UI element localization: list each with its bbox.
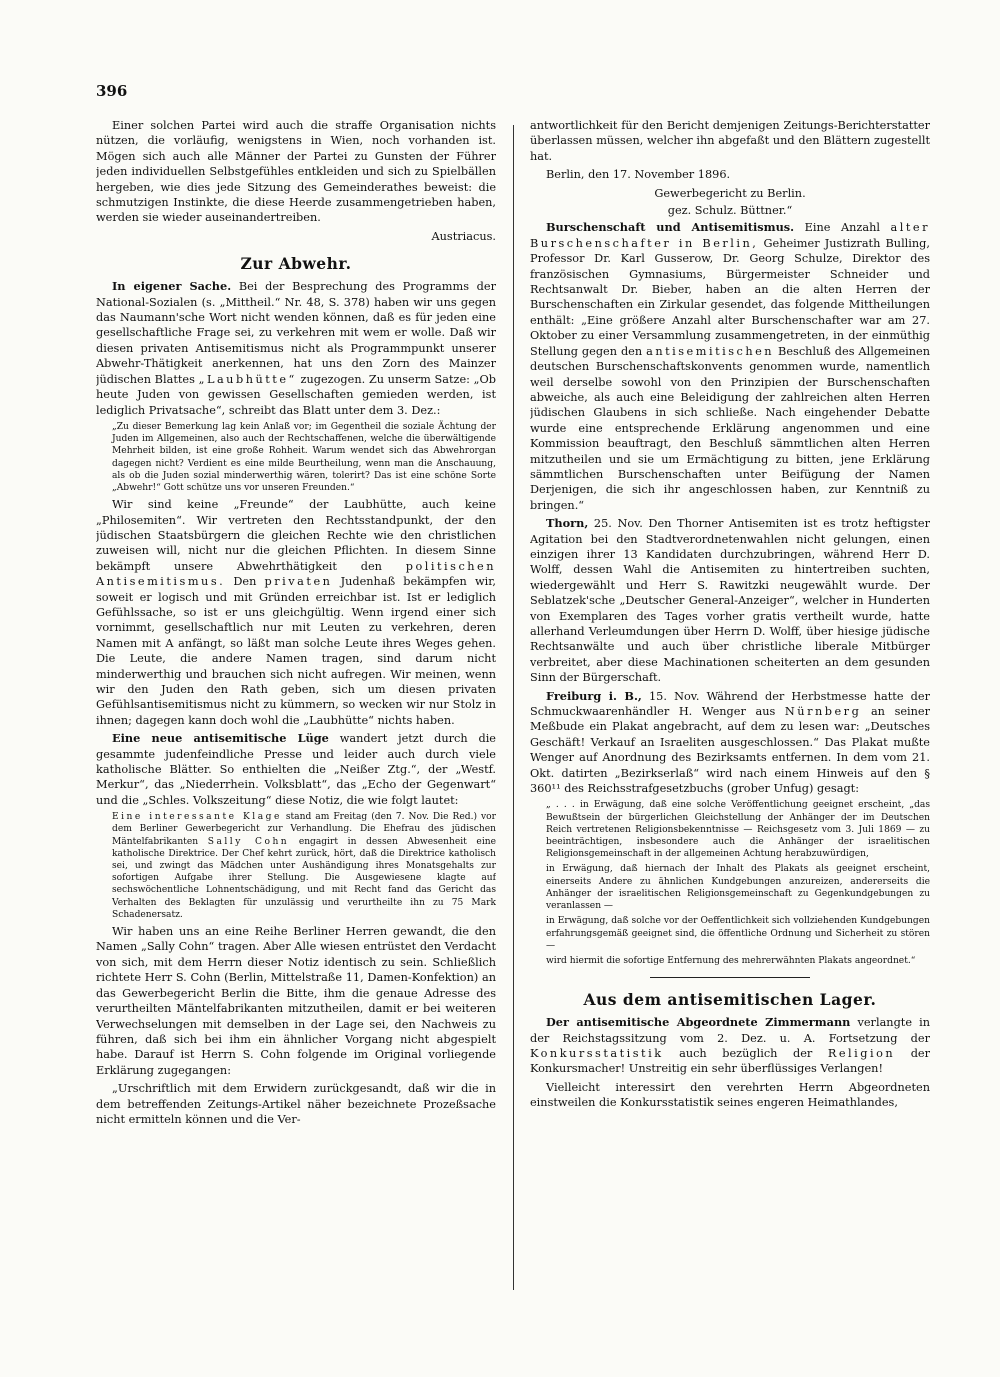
- article-paragraph: [530, 220, 930, 513]
- section-heading: Zur Abwehr.: [240, 254, 352, 274]
- paragraph-lead: Burschenschaft und Antisemitismus.: [546, 220, 795, 235]
- quote-text: stand am Freitag (den 7. Nov. Die Red.) vor dem Berliner Gewerbegericht zur Verhandlung. Die Ehefrau des jüdischen Mäntelfabrikanten: [112, 812, 496, 847]
- left-column: [96, 118, 496, 1318]
- article-paragraph: [96, 731, 496, 808]
- article-text: antwortlichkeit für den Bericht demjenigen Zeitungs-Berichterstatter überlassen müssen, welcher ihn abgefaßt und den Blättern zugestellt hat.: [530, 119, 930, 163]
- paragraph-text: der Konkursmacher! Unstreitig ein sehr überflüssiges Verlangen!: [530, 1046, 930, 1076]
- spaced-text: politischen Antisemitismus.: [96, 559, 496, 589]
- article-paragraph: [96, 497, 496, 728]
- paragraph-text: Bei der Besprechung des Programms der National-Sozialen (s. „Mittheil.“ Nr. 48, S. 378) haben wir uns gegen das Naumann'sche Wort nicht wenden können, daß es für jeden eine gesellschaftliche Frage sei, zu verkehren mit wem er wolle. Daß wir diesen privaten Antisemitismus nicht als Programmpunkt unserer Abwehr-Thätigkeit anerkennen, hat uns den Zorn des Mainzer jüdischen Blattes: [96, 280, 496, 386]
- page-number: 396: [96, 82, 128, 100]
- quote-text: engagirt in dessen Abwesenheit eine katholische Direktrice. Der Chef kehrt zurück, hört, daß die Direktrice katholisch sei, und zwingt das Mädchen unter Aushändigung ihres Monatsgehalts zur sofortigen Aufgabe ihrer Stellung. Die Ausgewiesene klagte auf sechswöchentliche Lohnentschädigung, und mit Recht fand das Gericht das Verhalten des Beklagten für unzulässig und verurtheilte ihn zu 75 Mark Schadenersatz.: [112, 836, 496, 920]
- paragraph-text: an seiner Meßbude ein Plakat angebracht, auf dem zu lesen war: „Deutsches Geschäft! Verkauf an Israeliten ausgeschlossen.“ Das Plakat mußte Wenger auf Anordnung des Bezirksamts entfernen. In dem vom 21. Okt. datirten „Bezirkserlaß“ wird nach einem Hinweis auf den § 360¹¹ des Reichsstrafgesetzbuchs (grober Unfug) gesagt:: [530, 705, 930, 796]
- paragraph-text: verlangte in der Reichstagssitzung vom 2. Dez. u. A. Fortsetzung der: [530, 1016, 930, 1045]
- author-signature: Austriacus.: [431, 229, 496, 243]
- spaced-text: Nürnberg: [784, 705, 862, 719]
- spaced-text: Eine interessante Klage: [112, 812, 282, 823]
- paragraph-lead: Der antisemitische Abgeordnete Zimmermann: [546, 1015, 851, 1030]
- spaced-text: „Laubhütte“: [198, 372, 297, 386]
- paragraph-text: Geheimer Justizrath Bulling, Professor Dr. Karl Gusserow, Dr. Georg Schulze, Direktor des französischen Gymnasiums, Bürgermeister Schneider und Rechtsanwalt Dr. Bieber, haben an die alten Herren der Burschenschaften ein Zirkular gesendet, das folgende Mittheilungen enthält: „Eine größere Anzahl alter Burschenschafter war am 27. Oktober zu einer Versammlung zusammengetreten, in der einmüthig Stellung gegen den: [530, 236, 930, 358]
- paragraph-text: wandert jetzt durch die gesammte judenfeindliche Presse und leider auch durch viele katholische Blätter. So enthielten die „Neißer Ztg.“, der „Westf. Merkur“, das „Niederrhein. Volksblatt“, das „Echo der Gegenwart“ und die „Schles. Volkszeitung“ diese Notiz, die wie folgt lautet:: [96, 732, 496, 807]
- signatures: gez. Schulz. Büttner.“: [667, 204, 793, 218]
- quoted-block: wird hiermit die sofortige Entfernung des mehrerwähnten Plakats angeordnet.“: [546, 955, 916, 966]
- article-paragraph: [530, 516, 930, 685]
- column-divider: [513, 125, 514, 1290]
- paragraph-text: auch bezüglich der: [679, 1046, 813, 1060]
- right-column: [530, 118, 930, 1318]
- quoted-block: in Erwägung, daß hiernach der Inhalt des Plakats als geeignet erscheint, einerseits Andere zu ähnlichen Kundgebungen anzureizen, andererseits die Anhänger der israelitischen Religionsgemeinschaft zu Gegenkundgebungen zu veranlassen —: [546, 864, 930, 912]
- section-divider: [650, 977, 810, 978]
- paragraph-text: Den: [233, 575, 257, 589]
- article-paragraph: [96, 279, 496, 418]
- court-name: Gewerbegericht zu Berlin.: [654, 186, 806, 200]
- paragraph-lead: Thorn,: [546, 516, 589, 531]
- article-text: Wir haben uns an eine Reihe Berliner Herren gewandt, die den Namen „Sally Cohn“ tragen. Aber Alle wiesen entrüstet den Verdacht von sich, mit dem Herrn dieser Notiz identisch zu sein. Schließlich richtete Herr S. Cohn (Berlin, Mittelstraße 11, Damen-Konfektion) an das Gewerbegericht Berlin die Bitte, ihm die genaue Adresse des verurtheilten Mäntelfabrikanten mitzutheilen, damit er bei weiteren Verwechselungen mit demselben in der Lage sei, den Nachweis zu führen, daß sich bei ihm ein ähnlicher Vorgang nicht abgespielt habe. Darauf ist Herrn S. Cohn folgende im Original vorliegende Erklärung zugegangen:: [96, 925, 496, 1077]
- quoted-block: „ . . . in Erwägung, daß eine solche Veröffentlichung geeignet erscheint, „das Bewußtsein der bürgerlichen Gleichstellung der Anhänger der im Deutschen Reich vertretenen Religionsbekenntnisse — Reichsgesetz vom 3. Juli 1869 — zu beeinträchtigen, insbesondere auch die Anhänger der israelitischen Religionsgemeinschaft in der allgemeinen Achtung herabzuwürdigen,: [546, 800, 930, 860]
- spaced-text: Konkursstatistik: [530, 1046, 664, 1060]
- spaced-text: Sally Cohn: [207, 836, 290, 847]
- article-text: Vielleicht interessirt den verehrten Herrn Abgeordneten einstweilen die Konkursstatistik seines engeren Heimathlandes,: [530, 1080, 930, 1110]
- paragraph-text: Wir sind keine „Freunde“ der Laubhütte, auch keine „Philosemiten“. Wir vertreten den Rechtsstandpunkt, der den jüdischen Staatsbürgern die gleichen Rechte wie den christlichen zuweisen will, nicht nur die gleichen Pflichten. In diesem Sinne bekämpft unsere Abwehrthätigkeit den: [96, 498, 496, 573]
- spaced-text: alter Burschenschafter in Berlin,: [530, 221, 930, 250]
- paragraph-text: 15. Nov. Während der Herbstmesse hatte der Schmuckwaarenhändler H. Wenger aus: [530, 689, 930, 719]
- dateline: Berlin, den 17. November 1896.: [546, 168, 731, 182]
- spaced-text: Religion: [827, 1046, 896, 1060]
- quoted-block: „Zu dieser Bemerkung lag kein Anlaß vor; im Gegentheil die soziale Ächtung der Juden im Allgemeinen, also auch der Rechtschaffenen, welche die überwältigende Mehrheit bilden, ist eine große Rohheit. Warum wendet sich das Abwehrorgan dagegen nicht? Verdient es eine milde Beurtheilung, wenn man die Anschauung, als ob die Juden sozial minderwerthig wären, tolerirt? Das ist eine schöne Sorte „Abwehr!“ Gott schütze uns vor unseren Freunden.“: [112, 421, 496, 493]
- paragraph-text: Judenhaß bekämpfen wir, soweit er logisch und mit Gründen erreichbar ist. Ist er lediglich Gefühlssache, so ist er uns gleichgültig. Wenn irgend einer sich vornimmt, gesellschaftlich nur mit Leuten zu verkehren, deren Namen mit A anfängt, so läßt man solche Leute ihres Weges gehen. Die Leute, die andere Namen tragen, sind darum nicht minderwerthig und brauchen sich nicht aufregen. Wir meinen, wenn wir den Juden den Rath geben, sich um diesen privaten Gefühlsantisemitismus nicht zu kümmern, so wecken wir nur Stolz in ihnen; dagegen kann doch wohl die „Laubhütte“ nichts haben.: [96, 575, 496, 727]
- paragraph-lead: In eigener Sache.: [112, 279, 232, 294]
- quoted-block: in Erwägung, daß solche vor der Oeffentlichkeit sich vollziehenden Kundgebungen erfahrungsgemäß geeignet sind, die öffentliche Ordnung und Sicherheit zu stören —: [546, 916, 930, 951]
- article-text: „Urschriftlich mit dem Erwidern zurückgesandt, daß wir die in dem betreffenden Zeitungs-Artikel näher bezeichnete Prozeßsache nicht ermitteln können und die Ver-: [96, 1082, 496, 1126]
- paragraph-text: zugezogen. Zu unserm Satze: „Ob heute Juden von gewissen Gesellschaften gemieden werden, ist lediglich Privatsache“, schreibt das Blatt unter dem 3. Dez.:: [96, 372, 496, 417]
- paragraph-lead: Freiburg i. B.,: [546, 688, 642, 703]
- article-paragraph: [530, 1015, 930, 1077]
- paragraph-text: 25. Nov. Den Thorner Antisemiten ist es trotz heftigster Agitation bei den Stadtverordnetenwahlen nicht gelungen, einen einzigen ihrer 13 Kandidaten durchzubringen, während Herr D. Wolff, dessen Wahl die Antisemiten zu hintertreiben suchten, wiedergewählt und Herr S. Rawitzki neugewählt wurde. Der Seblatzek'sche „Deutscher General-Anzeiger“, welcher in Hunderten von Exemplaren des Tages vorher gratis vertheilt wurde, hatte allerhand Verleumdungen über Herrn D. Wolff, über hiesige jüdische Rechtsanwälte und auch über christliche liberale Mitbürger verbreitet, aber diese Machinationen scheiterten an dem gesunden Sinn der Bürgerschaft.: [530, 517, 930, 685]
- spaced-text: privaten: [264, 575, 333, 589]
- quoted-block: [112, 811, 496, 921]
- spaced-text: antisemitischen: [646, 344, 775, 358]
- paragraph-text: Beschluß des Allgemeinen deutschen Burschenschaftskonvents genommen wurde, namentlich weil derselbe sowohl von den Prinzipien der Burschenschaften abweiche, als auch eine Beleidigung der zahlreichen alten Herren jüdischen Glaubens in sich schließe. Nach eingehender Debatte wurde eine entsprechende Erklärung angenommen und eine Kommission beauftragt, den Beschluß sämmtlichen alten Herren mitzutheilen und sie um Ermächtigung zu bitten, jene Erklärung sämmtlichen Burschenschaften unter Beifügung der Namen Derjenigen, die sich ihr angeschlossen haben, zur Kenntniß zu bringen.“: [530, 344, 930, 512]
- paragraph-text: Eine Anzahl: [804, 221, 880, 235]
- article-paragraph: [530, 689, 930, 797]
- article-text: Einer solchen Partei wird auch die straffe Organisation nichts nützen, die vorläufig, wenigstens in Wien, noch vorhanden ist. Mögen sich auch alle Männer der Partei zu Gunsten der Führer jeden individuellen Selbstgefühles entkleiden und sich zu Spielbällen hergeben, wie dies jede Sitzung des Gemeinderathes beweist: die schmutzigen Instinkte, die diese Heerde zusammengetrieben haben, werden sie wieder auseinandertreiben.: [96, 119, 496, 225]
- section-heading: Aus dem antisemitischen Lager.: [583, 990, 877, 1010]
- paragraph-lead: Eine neue antisemitische Lüge: [112, 731, 329, 746]
